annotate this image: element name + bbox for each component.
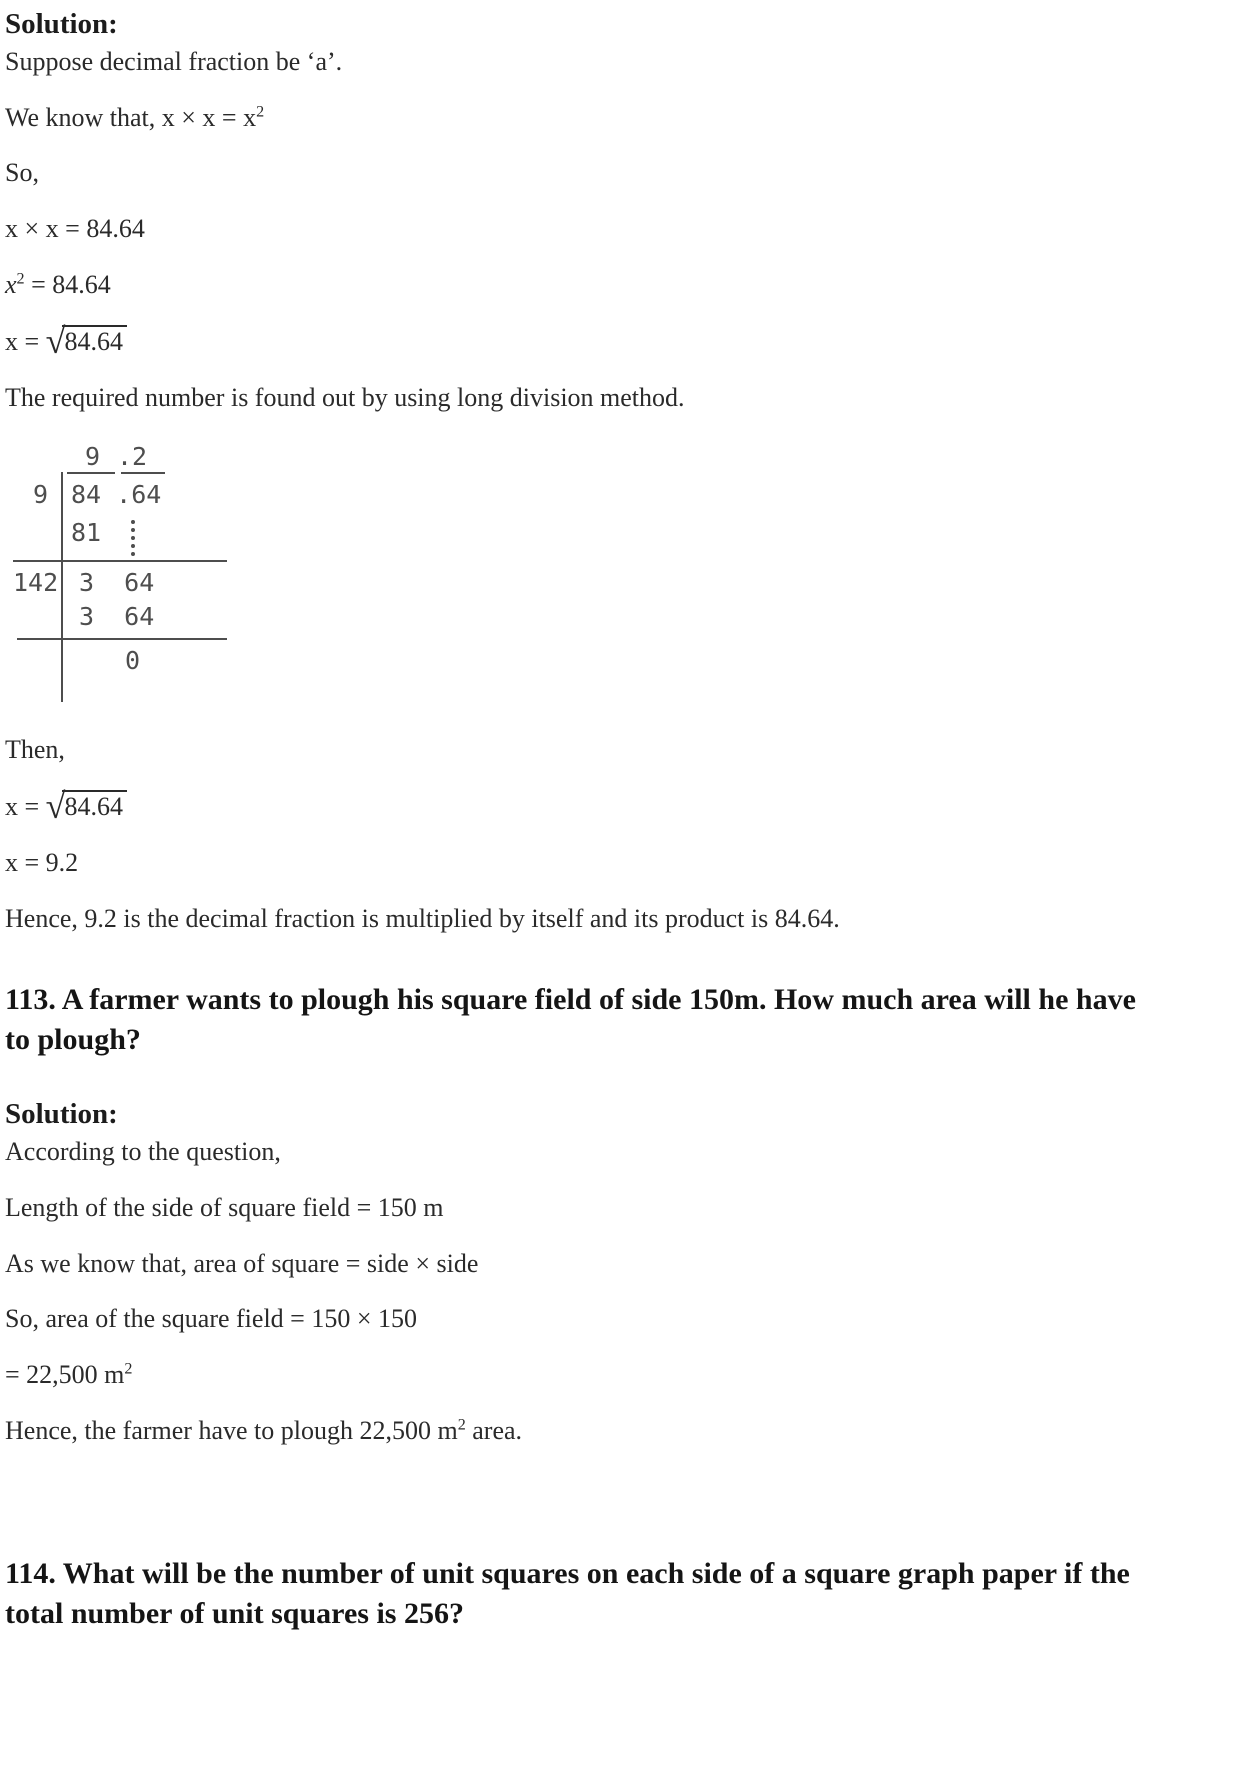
equation-rest: = 84.64 xyxy=(24,269,111,299)
bring-down-dots xyxy=(131,520,135,556)
paragraph-area-formula: As we know that, area of square = side × side xyxy=(5,1248,479,1278)
exponent: 2 xyxy=(16,270,25,288)
quotient-decimal: .2 xyxy=(117,441,148,471)
equation-sqrt-1 xyxy=(5,321,1243,362)
equation-xx: x × x = 84.64 xyxy=(5,214,145,244)
remainder-brought-down: 3 64 xyxy=(79,567,155,597)
product-step-1: 81 xyxy=(71,517,102,547)
equation-area-result xyxy=(5,1360,1243,1391)
quotient-integer: 9 xyxy=(85,441,101,471)
product-step-2: 3 64 xyxy=(79,601,155,631)
paragraph-area-calc: So, area of the square field = 150 × 150 xyxy=(5,1304,417,1334)
paragraph-according: According to the question, xyxy=(5,1137,281,1167)
division-horizontal-line-1 xyxy=(13,560,227,562)
division-bar-segment-1 xyxy=(67,472,115,474)
equation-base: = 22,500 m xyxy=(5,1359,125,1389)
division-vertical-line xyxy=(61,472,63,702)
paragraph-suppose: Suppose decimal fraction be ‘a’. xyxy=(5,47,343,76)
equation-sqrt-2 xyxy=(5,786,1243,827)
divisor-step-2: 142 xyxy=(13,567,59,597)
exponent: 2 xyxy=(256,103,265,121)
hence-pre: Hence, the farmer have to plough 22,500 m xyxy=(5,1415,458,1445)
paragraph-so: So, xyxy=(5,158,39,188)
question-113-heading: 113. A farmer wants to plough his square field of side 150m. How much area will he have to plough? xyxy=(5,983,1136,1057)
hence-post: area. xyxy=(465,1415,523,1445)
radical-sign-icon: √ xyxy=(45,786,64,827)
equation-lhs: x = xyxy=(5,327,46,357)
divisor-step-1: 9 xyxy=(33,479,49,509)
equation-result: x = 9.2 xyxy=(5,848,79,878)
division-bar-segment-2 xyxy=(121,472,165,474)
division-horizontal-line-2 xyxy=(17,638,227,640)
radical-sign-icon: √ xyxy=(45,321,64,362)
paragraph-hence-2 xyxy=(5,1416,1243,1447)
equation-lhs: x = xyxy=(5,792,46,822)
solution-heading: Solution: xyxy=(5,8,118,40)
variable-x: x xyxy=(5,269,17,299)
long-division-diagram xyxy=(13,442,283,710)
equation-base: We know that, x × x = x xyxy=(5,102,257,132)
exponent: 2 xyxy=(457,1415,466,1433)
solution-heading-113: Solution: xyxy=(5,1098,118,1131)
equation-we-know xyxy=(5,103,1243,134)
paragraph-hence-1: Hence, 9.2 is the decimal fraction is multiplied by itself and its product is 84.64. xyxy=(5,903,840,933)
paragraph-method: The required number is found out by using long division method. xyxy=(5,383,685,413)
dividend: 84 .64 xyxy=(71,479,162,509)
paragraph-then: Then, xyxy=(5,734,65,764)
exponent: 2 xyxy=(124,1360,133,1378)
radicand: 84.64 xyxy=(62,790,127,820)
paragraph-length: Length of the side of square field = 150 m xyxy=(5,1192,444,1222)
equation-x-squared xyxy=(5,270,1243,301)
question-114-heading: 114. What will be the number of unit squares on each side of a square graph paper if the total number of unit squares is 256? xyxy=(5,1557,1130,1631)
radicand: 84.64 xyxy=(62,325,127,355)
final-remainder: 0 xyxy=(125,645,141,675)
